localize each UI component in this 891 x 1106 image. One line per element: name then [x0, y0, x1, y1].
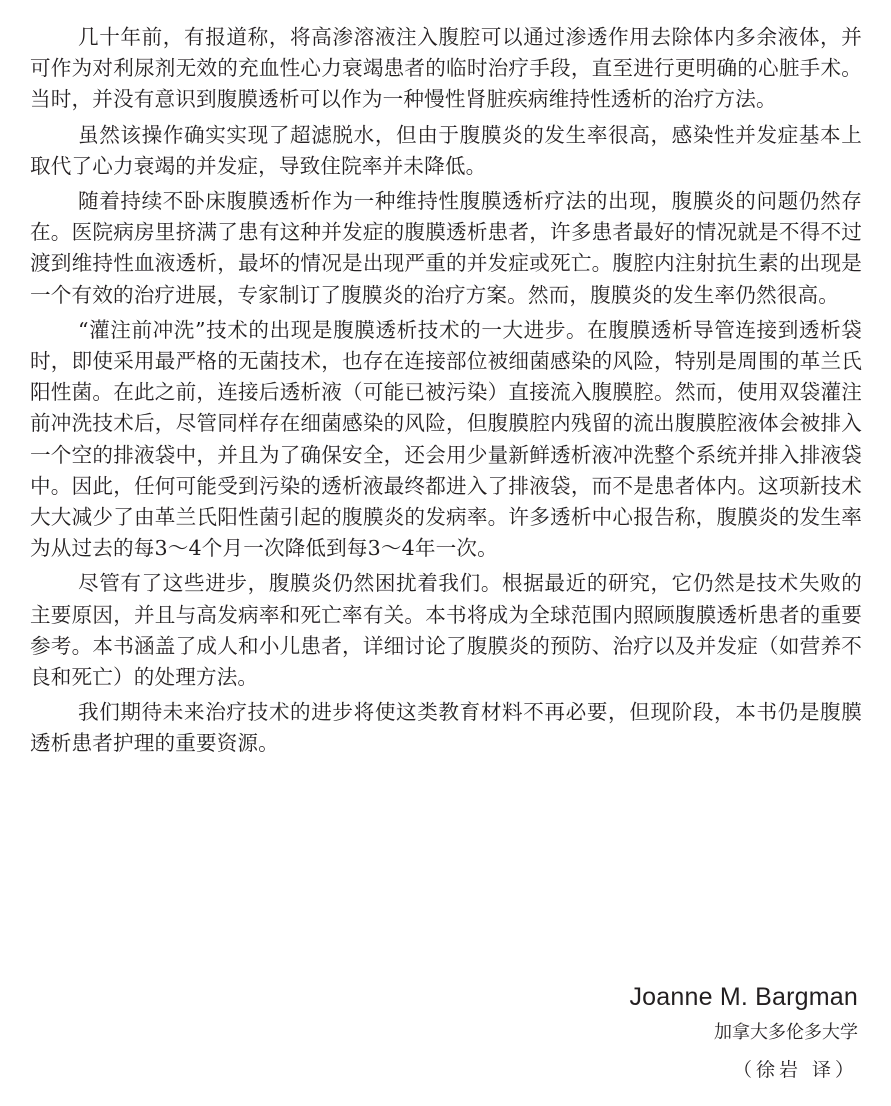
paragraph-2: 虽然该操作确实实现了超滤脱水，但由于腹膜炎的发生率很高，感染性并发症基本上取代了心力衰竭的并发症，导致住院率并未降低。	[30, 122, 862, 178]
paragraph-1: 几十年前，有报道称，将高渗溶液注入腹腔可以通过渗透作用去除体内多余液体，并可作为对利尿剂无效的充血性心力衰竭患者的临时治疗手段，直至进行更明确的心脏手术。当时，并没有意识到腹膜透析可以作为一种慢性肾脏疾病维持性透析的治疗方法。	[30, 25, 862, 112]
signature-block	[629, 980, 858, 1086]
paragraph-6: 我们期待未来治疗技术的进步将使这类教育材料不再必要，但现阶段，本书仍是腹膜透析患者护理的重要资源。	[30, 700, 862, 756]
preface-body	[30, 22, 862, 764]
paragraph-5: 尽管有了这些进步，腹膜炎仍然困扰着我们。根据最近的研究，它仍然是技术失败的主要原因，并且与高发病率和死亡率有关。本书将成为全球范围内照顾腹膜透析患者的重要参考。本书涵盖了成人和小儿患者，详细讨论了腹膜炎的预防、治疗以及并发症（如营养不良和死亡）的处理方法。	[30, 571, 862, 690]
paragraph-4: “灌注前冲洗”技术的出现是腹膜透析技术的一大进步。在腹膜透析导管连接到透析袋时，即使采用最严格的无菌技术，也存在连接部位被细菌感染的风险，特别是周围的革兰氏阳性菌。在此之前，连接后透析液（可能已被污染）直接流入腹膜腔。然而，使用双袋灌注前冲洗技术后，尽管同样存在细菌感染的风险，但腹膜腔内残留的流出腹膜腔液体会被排入一个空的排液袋中，并且为了确保安全，还会用少量新鲜透析液冲洗整个系统并排入排液袋中。因此，任何可能受到污染的透析液最终都进入了排液袋，而不是患者体内。这项新技术大大减少了由革兰氏阳性菌引起的腹膜炎的发病率。许多透析中心报告称，腹膜炎的发生率为从过去的每3～4个月一次降低到每3～4年一次。	[30, 317, 862, 561]
paragraph-3: 随着持续不卧床腹膜透析作为一种维持性腹膜透析疗法的出现，腹膜炎的问题仍然存在。医院病房里挤满了患有这种并发症的腹膜透析患者，许多患者最好的情况就是不得不过渡到维持性血液透析，最坏的情况是出现严重的并发症或死亡。腹腔内注射抗生素的出现是一个有效的治疗进展，专家制订了腹膜炎的治疗方案。然而，腹膜炎的发生率仍然很高。	[30, 189, 862, 307]
translator-credit: （徐岩 译）	[732, 1059, 858, 1081]
author-name: Joanne M. Bargman	[629, 983, 858, 1011]
author-affiliation: 加拿大多伦多大学	[714, 1022, 858, 1043]
